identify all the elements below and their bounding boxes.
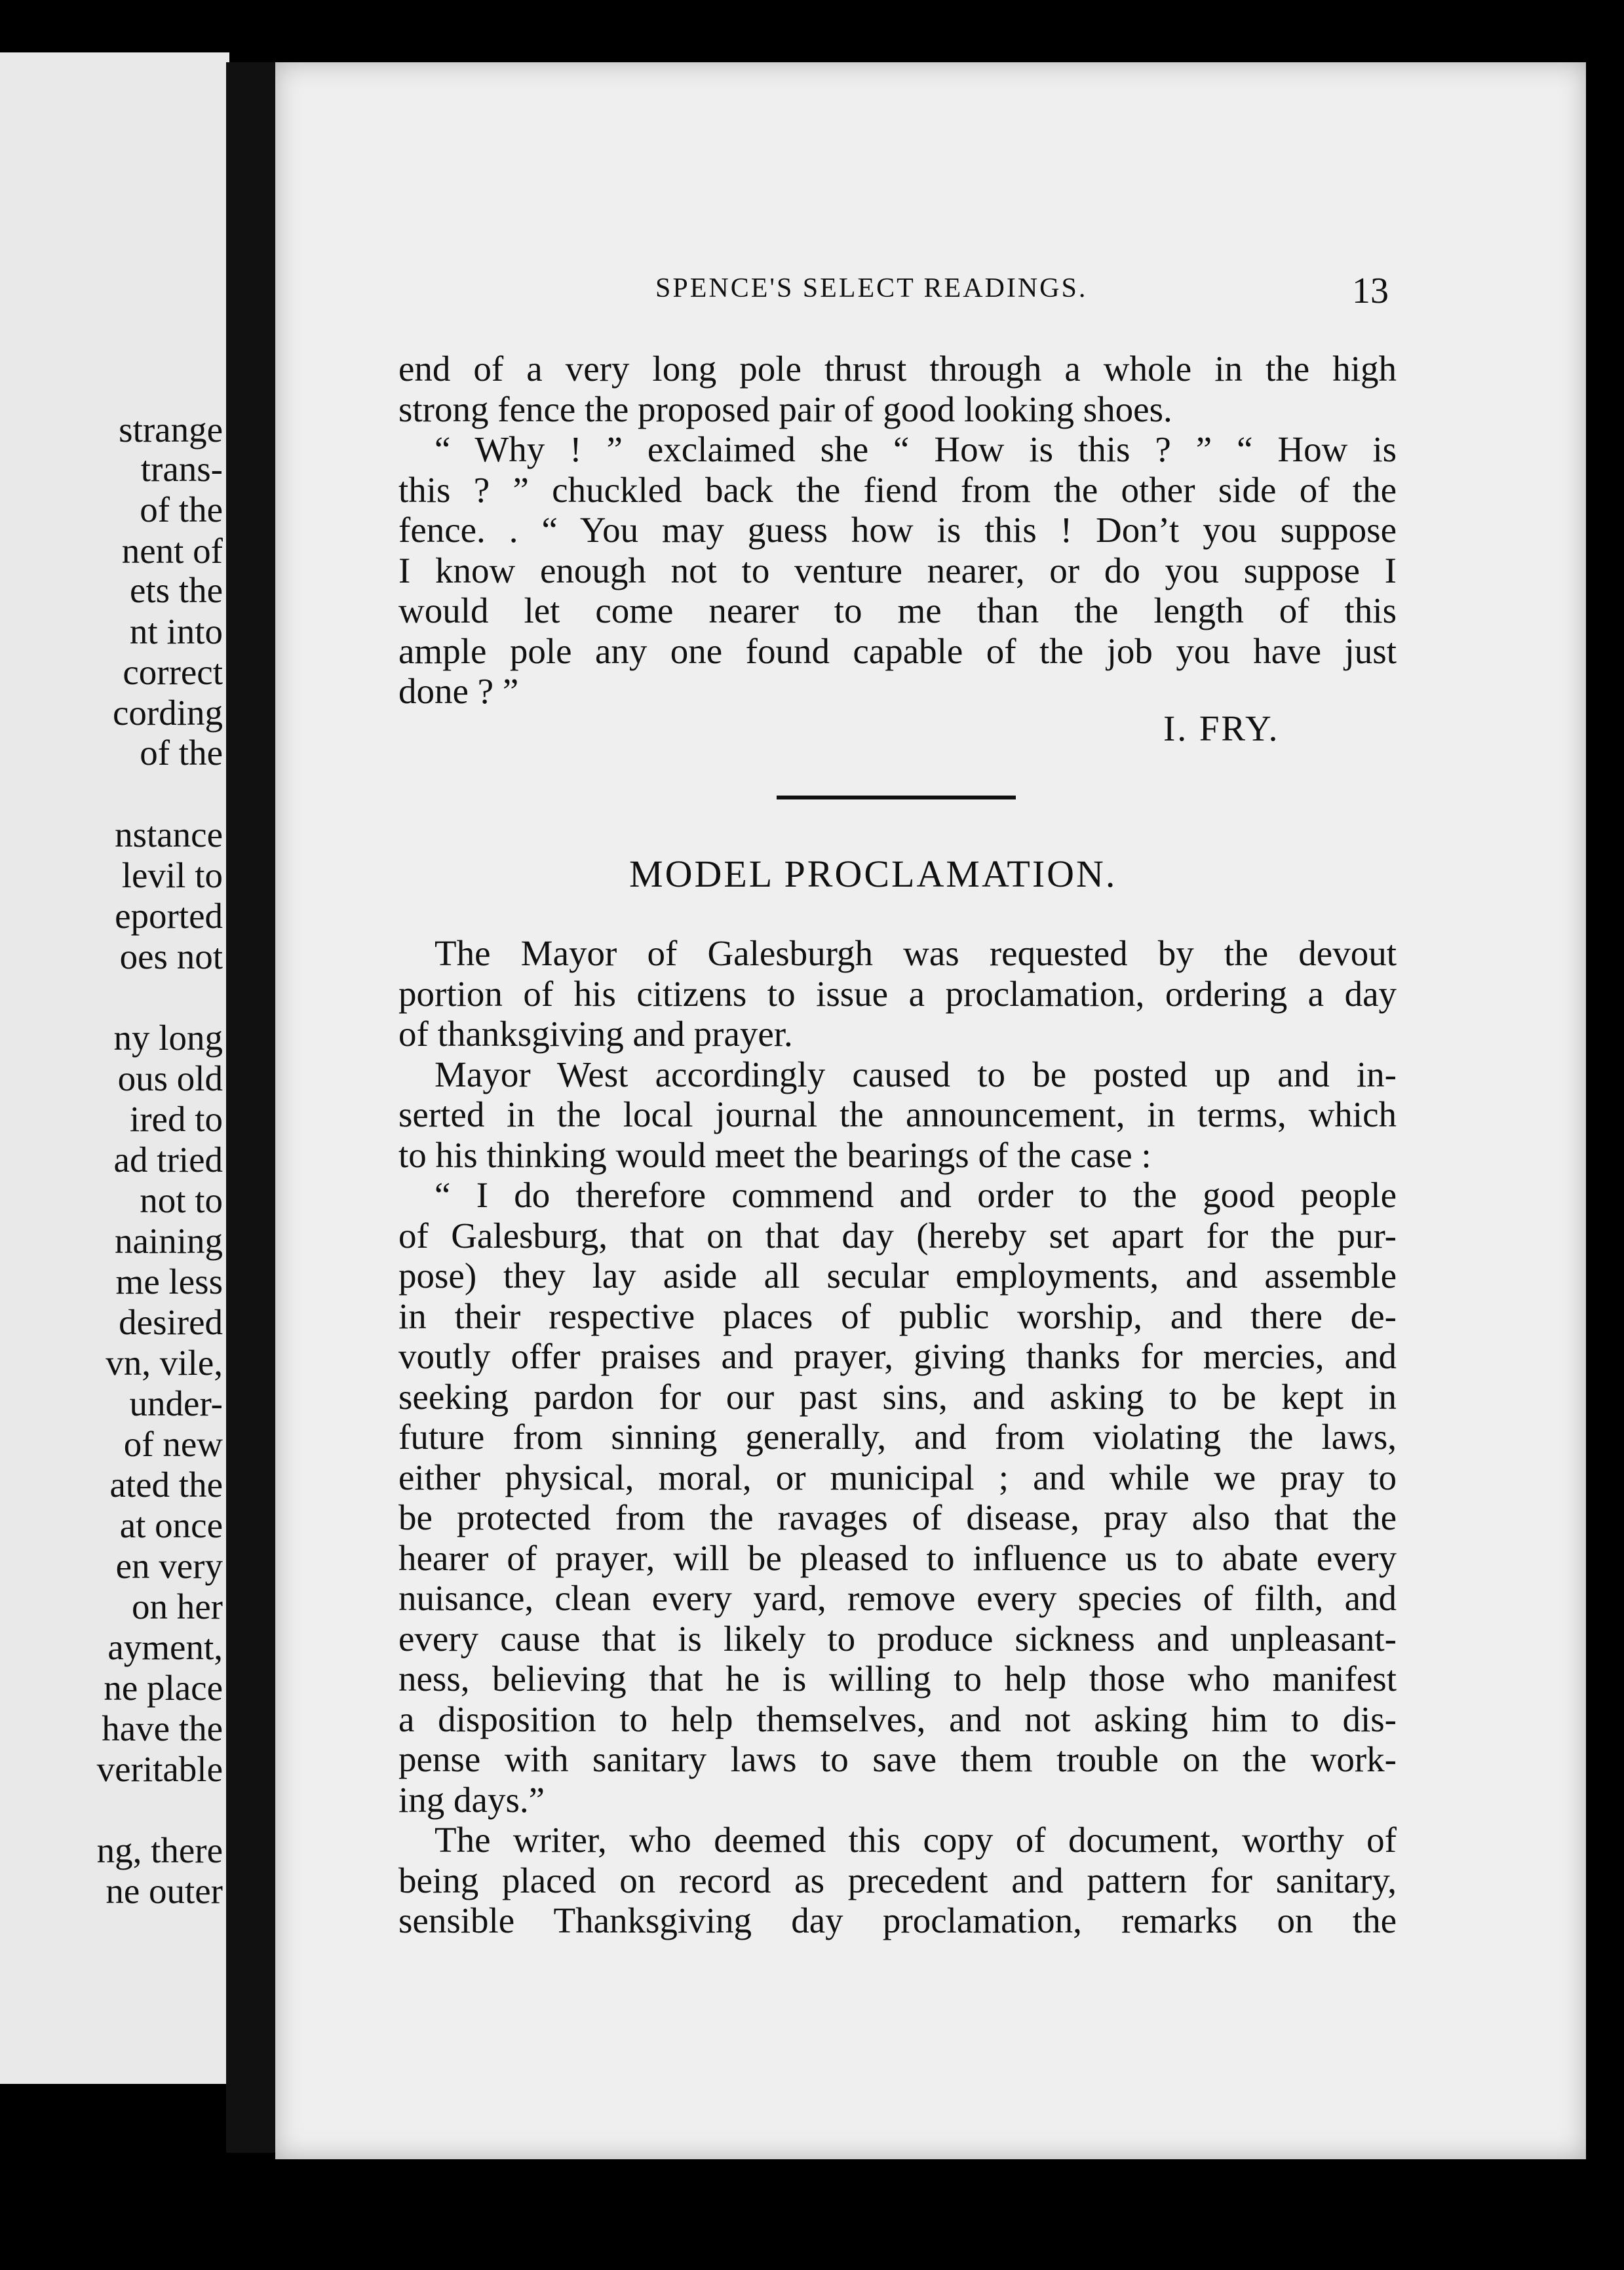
left-page-line: under- xyxy=(129,1383,223,1423)
left-page-line: cording xyxy=(112,693,223,733)
text-line: pense with sanitary laws to save them trouble on the work- xyxy=(398,1739,1397,1779)
text-line: sensible Thanksgiving day proclamation, remarks on the xyxy=(398,1900,1397,1940)
left-page-line: not to xyxy=(140,1180,223,1220)
left-page-line: eported xyxy=(115,896,223,936)
left-page-line: veritable xyxy=(96,1749,223,1789)
text-line: The writer, who deemed this copy of document, worthy of xyxy=(435,1820,1397,1860)
text-line: voutly offer praises and prayer, giving thanks for mercies, and xyxy=(398,1336,1397,1376)
text-line: seeking pardon for our past sins, and asking to be kept in xyxy=(398,1376,1397,1417)
story-ending xyxy=(398,349,1397,712)
section-title: MODEL PROCLAMATION. xyxy=(629,853,1117,895)
text-line: would let come nearer to me than the length of this xyxy=(398,590,1397,630)
text-line: The Mayor of Galesburgh was requested by the devout xyxy=(435,933,1397,973)
left-page-line: ne outer xyxy=(106,1871,223,1911)
left-page-line: levil to xyxy=(121,855,223,895)
text-line: every cause that is likely to produce sickness and unpleasant- xyxy=(398,1618,1397,1659)
left-page-line: me less xyxy=(115,1261,223,1301)
text-line: nuisance, clean every yard, remove every species of filth, and xyxy=(398,1578,1397,1618)
left-page-line: on her xyxy=(132,1587,223,1626)
section-divider xyxy=(777,796,1016,799)
left-page-line: ne place xyxy=(104,1668,223,1708)
page-number: 13 xyxy=(1352,271,1389,311)
text-line: being placed on record as precedent and pattern for sanitary, xyxy=(398,1860,1397,1900)
left-page-line: have the xyxy=(102,1708,223,1748)
left-page-line: of new xyxy=(123,1424,223,1464)
left-page-line: ated the xyxy=(109,1465,223,1505)
text-line: of thanksgiving and prayer. xyxy=(398,1014,793,1054)
text-line: this ? ” chuckled back the fiend from the other side of the xyxy=(398,469,1397,510)
text-line: ample pole any one found capable of the job you have just xyxy=(398,630,1397,671)
section-body xyxy=(398,933,1397,1941)
running-title: SPENCE'S SELECT READINGS. xyxy=(655,273,1088,303)
text-line: done ? ” xyxy=(398,671,519,711)
left-page-line: ets the xyxy=(129,570,223,610)
left-page-text xyxy=(0,52,223,2084)
left-page-line: ired to xyxy=(129,1099,223,1139)
text-line: ing days.” xyxy=(398,1779,545,1820)
text-line: future from sinning generally, and from violating the laws, xyxy=(398,1417,1397,1457)
text-line: a disposition to help themselves, and not asking him to dis- xyxy=(398,1699,1397,1739)
text-line: of Galesburg, that on that day (hereby set apart for the pur- xyxy=(398,1215,1397,1256)
text-line: to his thinking would meet the bearings of the case : xyxy=(398,1134,1151,1175)
text-line: Mayor West accordingly caused to be posted up and in- xyxy=(435,1054,1397,1094)
left-page-line: nt into xyxy=(129,611,223,651)
left-page-line: trans- xyxy=(140,449,223,489)
left-page-line: desired xyxy=(119,1302,223,1342)
left-page-line: vn, vile, xyxy=(106,1343,223,1383)
left-page xyxy=(0,52,229,2084)
text-line: ness, believing that he is willing to help those who manifest xyxy=(398,1659,1397,1699)
left-page-line: of the xyxy=(140,490,223,529)
author-signature: I. FRY. xyxy=(1163,708,1280,748)
left-page-line: ng, there xyxy=(96,1830,223,1870)
text-line: end of a very long pole thrust through a whole in the high xyxy=(398,349,1397,389)
left-page-line: of the xyxy=(140,733,223,773)
left-page-line: nstance xyxy=(115,815,223,855)
text-line: portion of his citizens to issue a proclamation, ordering a day xyxy=(398,973,1397,1014)
left-page-line: ny long xyxy=(113,1018,223,1058)
left-page-line: ous old xyxy=(117,1058,223,1098)
text-line: I know enough not to venture nearer, or do you suppose I xyxy=(398,550,1397,590)
text-line: strong fence the proposed pair of good looking shoes. xyxy=(398,389,1172,429)
left-page-line: strange xyxy=(119,410,223,450)
text-line: in their respective places of public worship, and there de- xyxy=(398,1296,1397,1336)
text-line: “ I do therefore commend and order to the good people xyxy=(435,1175,1397,1215)
text-line: fence. . “ You may guess how is this ! Don’t you suppose xyxy=(398,510,1397,550)
text-line: pose) they lay aside all secular employments, and assemble xyxy=(398,1256,1397,1296)
text-line: serted in the local journal the announcement, in terms, which xyxy=(398,1094,1397,1134)
left-page-line: oes not xyxy=(119,936,223,976)
left-page-line: ad tried xyxy=(113,1140,223,1180)
text-line: either physical, moral, or municipal ; and while we pray to xyxy=(398,1457,1397,1497)
text-line: “ Why ! ” exclaimed she “ How is this ? ” “ How is xyxy=(435,429,1397,469)
text-line: be protected from the ravages of disease, pray also that the xyxy=(398,1497,1397,1537)
left-page-line: naining xyxy=(115,1221,223,1261)
left-page-line: at once xyxy=(119,1505,223,1545)
left-page-line: correct xyxy=(123,652,223,692)
text-line: hearer of prayer, will be pleased to influence us to abate every xyxy=(398,1537,1397,1578)
left-page-line: nent of xyxy=(121,531,223,571)
left-page-line: en very xyxy=(115,1546,223,1586)
left-page-line: ayment, xyxy=(107,1627,223,1667)
